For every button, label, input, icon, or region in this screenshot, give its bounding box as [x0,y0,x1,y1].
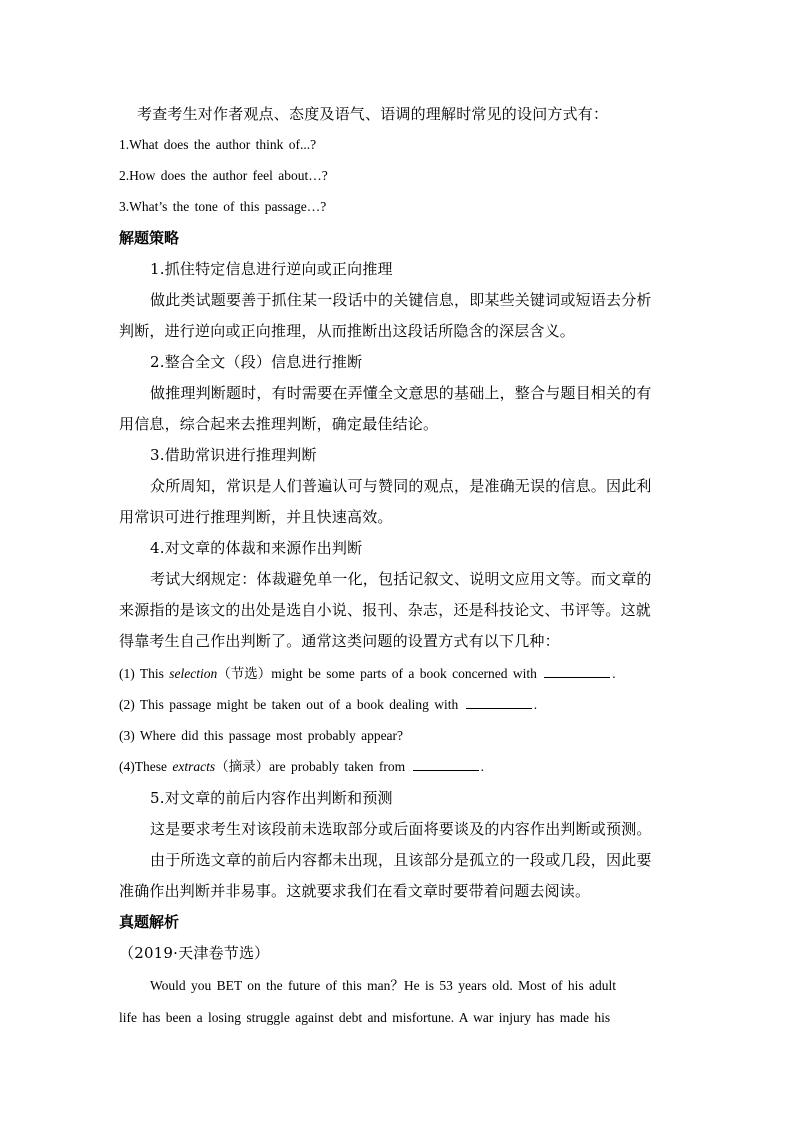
strategy-1-line-2: 判断，进行逆向或正向推理，从而推断出这段话所隐含的深层含义。 [119,322,576,340]
strategy-4-line-3: 得靠考生自己作出判断了。通常这类问题的设置方式有以下几种： [119,632,560,650]
strategy-3-line-2: 用常识可进行推理判断，并且快速高效。 [119,508,393,526]
strategy-5-line-1: 这是要求考生对该段前未选取部分或后面将要谈及的内容作出判断或预测。 [150,820,652,838]
intro-text: 考查考生对作者观点、态度及语气、语调的理解时常见的设问方式有： [137,105,609,123]
passage-source: （2019·天津卷节选） [119,944,270,962]
question-2: 2.How does the author feel about…? [119,168,328,183]
strategy-3-line-1: 众所周知，常识是人们普遍认可与赞同的观点，是准确无误的信息。因此利 [150,477,652,495]
example-question-4-italic: extracts [172,759,216,774]
answer-blank [466,696,532,709]
example-question-1-italic: selection [169,666,218,681]
strategy-5-line-2: 由于所选文章的前后内容都未出现，且该部分是孤立的一段或几段，因此要 [150,851,652,869]
passage-line-2: life has been a losing struggle against debt and misfortune. A war injury has made his [119,1010,611,1025]
strategy-2-title: 2.整合全文（段）信息进行推断 [150,353,363,371]
answer-blank [413,758,479,771]
answer-blank [544,665,610,678]
strategy-heading: 解题策略 [119,229,180,247]
strategy-3-title: 3.借助常识进行推理判断 [150,446,317,464]
strategy-1-title: 1.抓住特定信息进行逆向或正向推理 [150,260,393,278]
strategy-2-line-2: 用信息，综合起来去推理判断，确定最佳结论。 [119,415,439,433]
strategy-5-title: 5.对文章的前后内容作出判断和预测 [150,789,393,807]
example-question-1-middle: （节选）might be some parts of a book concerned with [217,666,537,681]
strategy-4-line-2: 来源指的是该文的出处是选自小说、报刊、杂志，还是科技论文、书评等。这就 [119,601,652,619]
example-question-4-end: . [480,759,484,774]
example-question-2-text: (2) This passage might be taken out of a book dealing with [119,697,459,712]
example-question-4-start: (4)These [119,759,167,774]
example-question-2-end: . [533,697,538,712]
strategy-5-line-3: 准确作出判断并非易事。这就要求我们在看文章时要带着问题去阅读。 [119,882,591,900]
example-question-4 [119,757,679,777]
question-3: 3.What’s the tone of this passage…? [119,199,327,214]
example-question-1-start: (1) This [119,666,164,681]
strategy-2-line-1: 做推理判断题时，有时需要在弄懂全文意思的基础上，整合与题目相关的有 [150,384,652,402]
example-question-2 [119,695,679,715]
analysis-heading: 真题解析 [119,913,180,931]
strategy-4-line-1: 考试大纲规定：体裁避免单一化，包括记叙文、说明文应用文等。而文章的 [150,570,652,588]
example-question-3: (3) Where did this passage most probably appear? [119,728,404,743]
question-1: 1.What does the author think of...? [119,137,317,152]
strategy-4-title: 4.对文章的体裁和来源作出判断 [150,539,363,557]
passage-line-1: Would you BET on the future of this man？He is 53 years old. Most of his adult [150,978,616,993]
strategy-1-line-1: 做此类试题要善于抓住某一段话中的关键信息，即某些关键词或短语去分析 [150,291,652,309]
example-question-1 [119,664,679,684]
example-question-4-middle: （摘录）are probably taken from [215,759,406,774]
example-question-1-end: . [612,666,616,681]
